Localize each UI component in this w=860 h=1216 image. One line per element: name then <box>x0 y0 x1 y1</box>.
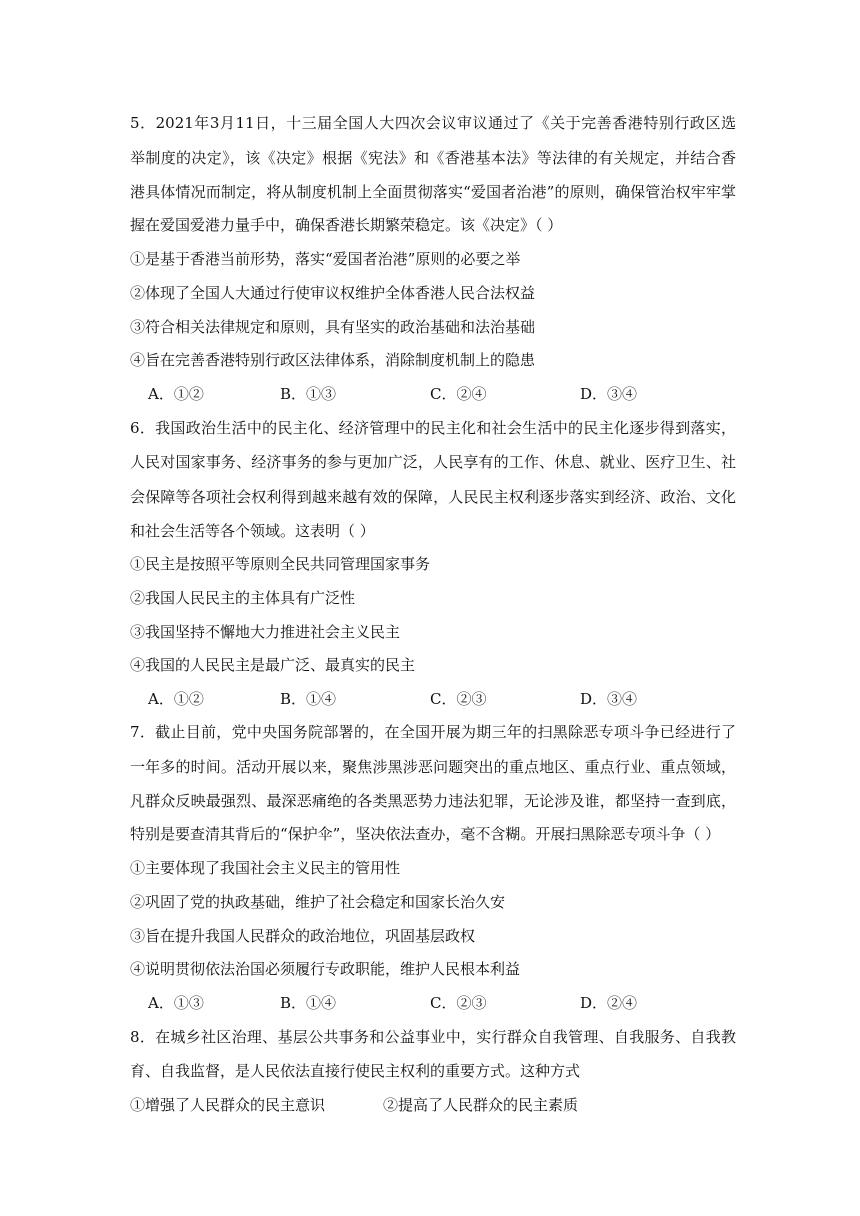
question-8-stem-line-2: 育、自我监督，是人民依法直接行使民主权利的重要方式。这种方式 <box>130 1062 581 1080</box>
question-5-option-b[interactable]: B．①③ <box>280 385 337 403</box>
question-6-statement-1: ①民主是按照平等原则全民共同管理国家事务 <box>130 555 431 573</box>
question-7-statement-1: ①主要体现了我国社会主义民主的管用性 <box>130 859 401 877</box>
question-6-statement-4: ④我国的人民民主是最广泛、最真实的民主 <box>130 656 416 674</box>
question-6-option-a[interactable]: A．①② <box>148 690 204 708</box>
question-5-stem-line-2: 举制度的决定》，该《决定》根据《宪法》和《香港基本法》等法律的有关规定，并结合香 <box>130 149 736 167</box>
question-6-option-b[interactable]: B．①④ <box>280 690 337 708</box>
question-6-stem-line-2: 人民对国家事务、经济事务的参与更加广泛，人民享有的工作、休息、就业、医疗卫生、社 <box>130 453 736 471</box>
question-7-statement-3: ③旨在提升我国人民群众的政治地位，巩固基层政权 <box>130 927 476 945</box>
question-8-statement-1: ①增强了人民群众的民主意识 <box>130 1096 326 1114</box>
question-8-stem-line-1: 8．在城乡社区治理、基层公共事务和公益事业中，实行群众自我管理、自我服务、自我教 <box>130 1028 736 1046</box>
question-7-option-a[interactable]: A．①③ <box>148 994 204 1012</box>
question-5-statement-3: ③符合相关法律规定和原则，具有坚实的政治基础和法治基础 <box>130 318 536 336</box>
question-6-stem-line-4: 和社会生活等各个领域。这表明（ ） <box>130 522 375 540</box>
question-7-option-c[interactable]: C．②③ <box>430 994 487 1012</box>
question-5-option-a[interactable]: A．①② <box>148 385 204 403</box>
question-5-statement-1: ①是基于香港当前形势，落实“爱国者治港”原则的必要之举 <box>130 250 521 268</box>
question-7-statement-2: ②巩固了党的执政基础，维护了社会稳定和国家长治久安 <box>130 893 506 911</box>
question-6-stem-line-1: 6．我国政治生活中的民主化、经济管理中的民主化和社会生活中的民主化逐步得到落实， <box>130 419 736 437</box>
question-7-stem-line-4: 特别是要查清其背后的“保护伞”，坚决依法查办，毫不含糊。开展扫黑除恶专项斗争（ ） <box>130 825 721 843</box>
question-8-statement-2: ②提高了人民群众的民主素质 <box>383 1096 579 1114</box>
question-6-statement-2: ②我国人民民主的主体具有广泛性 <box>130 589 356 607</box>
question-7-statement-4: ④说明贯彻依法治国必须履行专政职能，维护人民根本利益 <box>130 960 521 978</box>
question-6-statement-3: ③我国坚持不懈地大力推进社会主义民主 <box>130 623 401 641</box>
question-6-option-c[interactable]: C．②③ <box>430 690 487 708</box>
question-6-stem-line-3: 会保障等各项社会权利得到越来越有效的保障，人民民主权利逐步落实到经济、政治、文化 <box>130 488 736 506</box>
question-5-stem-line-4: 握在爱国爱港力量手中，确保香港长期繁荣稳定。该《决定》（ ） <box>130 216 563 234</box>
question-7-stem-line-2: 一年多的时间。活动开展以来，聚焦涉黑涉恶问题突出的重点地区、重点行业、重点领域， <box>130 758 736 776</box>
question-7-stem-line-3: 凡群众反映最强烈、最深恶痛绝的各类黑恶势力违法犯罪，无论涉及谁，都坚持一查到底， <box>130 792 736 810</box>
question-5-option-c[interactable]: C．②④ <box>430 385 487 403</box>
question-7-option-d[interactable]: D．②④ <box>580 994 638 1012</box>
question-5-stem-line-3: 港具体情况而制定，将从制度机制上全面贯彻落实“爱国者治港”的原则，确保管治权牢牢掌 <box>130 183 736 201</box>
question-5-statement-4: ④旨在完善香港特别行政区法律体系，消除制度机制上的隐患 <box>130 351 536 369</box>
question-6-option-d[interactable]: D．③④ <box>580 690 638 708</box>
question-5-statement-2: ②体现了全国人大通过行使审议权维护全体香港人民合法权益 <box>130 284 536 302</box>
question-5-option-d[interactable]: D．③④ <box>580 385 638 403</box>
question-7-stem-line-1: 7．截止目前，党中央国务院部署的，在全国开展为期三年的扫黑除恶专项斗争已经进行了 <box>130 723 736 741</box>
question-5-stem-line-1: 5．2021年3月11日，十三届全国人大四次会议审议通过了《关于完善香港特别行政区选 <box>130 114 736 132</box>
question-7-option-b[interactable]: B．①④ <box>280 994 337 1012</box>
